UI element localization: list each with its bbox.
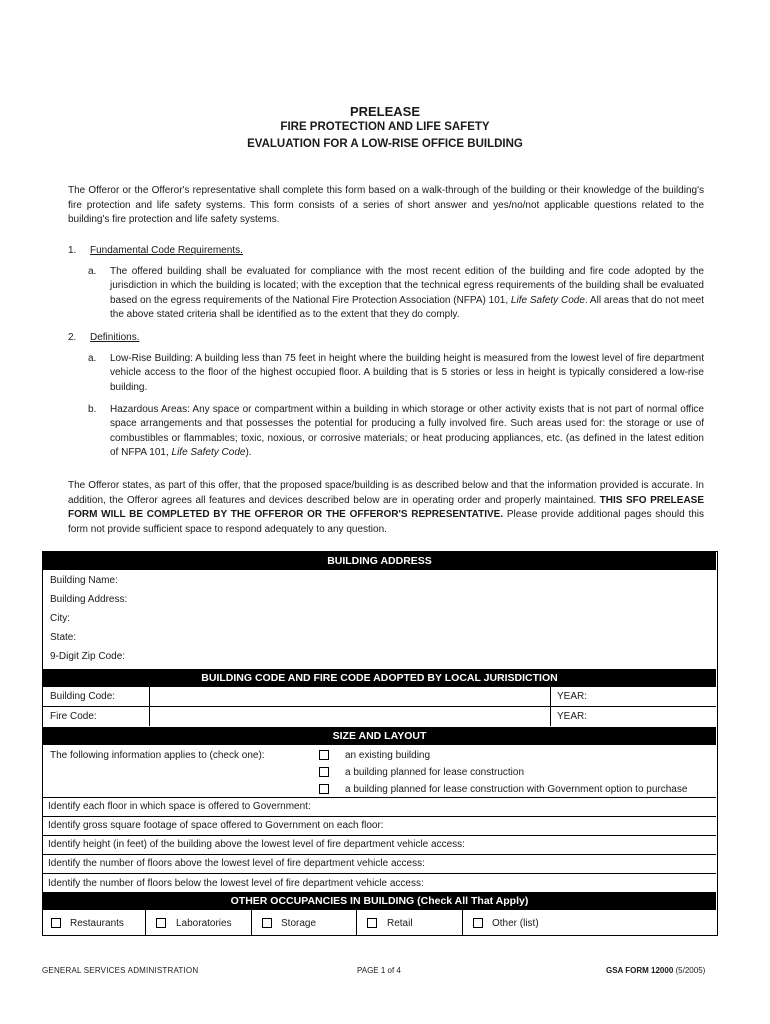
divider <box>43 816 716 817</box>
item-text-end: ). <box>245 447 252 459</box>
other-label: Other (list) <box>492 918 539 929</box>
title-line-3: EVALUATION FOR A LOW-RISE OFFICE BUILDING <box>247 138 523 150</box>
existing-building-label: an existing building <box>345 750 431 761</box>
zip-code-label[interactable]: 9-Digit Zip Code: <box>50 651 126 662</box>
form-date: (5/2005) <box>675 966 706 975</box>
item-letter: b. <box>88 404 97 415</box>
applies-to-label: The following information applies to (check one): <box>50 750 265 761</box>
item-text: The offered building shall be evaluated for compliance with the most recent edition of the building and fire code adopted by the jurisdiction in which the building is located; with the exception that the technical egress requirements of the building shall be evaluated based on the egress requirements of the National Fire Protection Association (NFPA) 101, <box>110 266 704 306</box>
lease-construction-label: a building planned for lease construction <box>345 767 525 778</box>
fire-code-year-field[interactable] <box>595 708 713 724</box>
divider <box>43 797 716 798</box>
divider <box>43 873 716 874</box>
laboratories-checkbox[interactable] <box>156 918 166 928</box>
form-number: GSA FORM 12000 <box>606 966 674 975</box>
intro-paragraph: The Offeror or the Offeror's representative shall complete this form based on a walk-through of the building or their knowledge of the building's fire protection and life safety systems. This form consists of a series of short answer and yes/no/not applicable questions related to the building's fire protection and life safety systems. <box>68 185 704 226</box>
section-2-item-a <box>88 352 704 395</box>
building-address-header: BUILDING ADDRESS <box>43 552 716 570</box>
section-2-number: 2. <box>68 332 77 343</box>
item-text: Hazardous Areas: Any space or compartment within a building in which storage or other activity exists that is not part of normal office space arrangements and that possesses the potential for producing a fully involved fire. Such areas used for: the storage or use of combustibles or flammables; toxic, noxious, or corrosive materials; or heat producing appliances, etc. (as defined in the latest edition of NFPA 101, <box>110 404 704 459</box>
building-code-year-field[interactable] <box>595 689 713 705</box>
item-text: Low-Rise Building: A building less than 75 feet in height where the building height is measured from the lowest level of fire department vehicle access to the floor of the highest occupied floor. A building that is 5 stories or less in height is typically considered a low-rise building. <box>110 353 704 393</box>
retail-checkbox[interactable] <box>367 918 377 928</box>
item-text-italic: Life Safety Code <box>171 447 246 459</box>
section-2-item-b <box>88 403 704 461</box>
other-checkbox[interactable] <box>473 918 483 928</box>
floors-below-question[interactable]: Identify the number of floors below the lowest level of fire department vehicle access: <box>48 878 424 889</box>
divider <box>550 687 551 726</box>
building-name-label[interactable]: Building Name: <box>50 575 118 586</box>
section-1-label: Fundamental Code Requirements. <box>90 245 243 256</box>
footer-agency: GENERAL SERVICES ADMINISTRATION <box>42 966 199 975</box>
occupancies-header: OTHER OCCUPANCIES IN BUILDING (Check All That Apply) <box>43 892 716 910</box>
restaurants-checkbox[interactable] <box>51 918 61 928</box>
offer-text-bold: THIS SFO PRELEASE FORM WILL BE COMPLETED BY THE OFFEROR OR THE OFFEROR'S REPRESENTATIVE. <box>68 494 705 521</box>
divider <box>145 910 146 935</box>
building-code-field[interactable] <box>151 689 549 705</box>
city-label[interactable]: City: <box>50 613 70 624</box>
offer-statement <box>68 479 704 537</box>
section-2-label: Definitions. <box>90 332 140 343</box>
item-letter: a. <box>88 353 97 364</box>
footer-page-number: PAGE 1 of 4 <box>357 966 401 975</box>
item-text-end: . All areas that do not meet the above stated criteria shall be identified as to the extent that they do comply. <box>110 294 705 321</box>
divider <box>251 910 252 935</box>
divider <box>43 854 716 855</box>
divider <box>149 687 150 726</box>
codes-header: BUILDING CODE AND FIRE CODE ADOPTED BY LOCAL JURISDICTION <box>43 669 716 687</box>
floors-offered-question[interactable]: Identify each floor in which space is offered to Government: <box>48 801 311 812</box>
retail-label: Retail <box>387 918 413 929</box>
storage-label: Storage <box>281 918 317 929</box>
size-layout-header: SIZE AND LAYOUT <box>43 727 716 745</box>
lease-purchase-option-label: a building planned for lease construction with Government option to purchase <box>345 784 688 795</box>
existing-building-checkbox[interactable] <box>319 750 329 760</box>
divider <box>43 706 716 707</box>
fire-code-field[interactable] <box>151 708 549 724</box>
item-letter: a. <box>88 266 97 277</box>
lease-construction-checkbox[interactable] <box>319 767 329 777</box>
building-code-year-label: YEAR: <box>557 691 588 702</box>
footer-form-id <box>606 966 705 975</box>
fire-code-label: Fire Code: <box>50 711 97 722</box>
divider <box>462 910 463 935</box>
floors-above-question[interactable]: Identify the number of floors above the lowest level of fire department vehicle access: <box>48 858 425 869</box>
title-line-2: FIRE PROTECTION AND LIFE SAFETY <box>280 121 490 133</box>
section-1-item-a <box>88 265 705 323</box>
building-address-label[interactable]: Building Address: <box>50 594 128 605</box>
section-1-number: 1. <box>68 245 77 256</box>
divider <box>43 835 716 836</box>
offer-text: The Offeror states, as part of this offer, that the proposed space/building is as described below and that the information provided is accurate. In addition, the Offeror agrees all features and devices described below are in operating order and properly maintained. <box>68 480 704 506</box>
building-code-label: Building Code: <box>50 691 116 702</box>
item-text-italic: Life Safety Code <box>510 294 585 306</box>
title-line-1: PRELEASE <box>349 104 421 119</box>
offer-text-end: Please provide additional pages should this form not provide sufficient space to respond adequately to any question. <box>68 509 704 535</box>
laboratories-label: Laboratories <box>176 918 232 929</box>
storage-checkbox[interactable] <box>262 918 272 928</box>
square-footage-question[interactable]: Identify gross square footage of space offered to Government on each floor: <box>48 820 384 831</box>
building-height-question[interactable]: Identify height (in feet) of the building above the lowest level of fire department vehicle access: <box>48 839 465 850</box>
evaluation-form <box>42 551 718 936</box>
state-label[interactable]: State: <box>50 632 77 643</box>
restaurants-label: Restaurants <box>70 918 124 929</box>
divider <box>356 910 357 935</box>
fire-code-year-label: YEAR: <box>557 711 588 722</box>
lease-purchase-option-checkbox[interactable] <box>319 784 329 794</box>
